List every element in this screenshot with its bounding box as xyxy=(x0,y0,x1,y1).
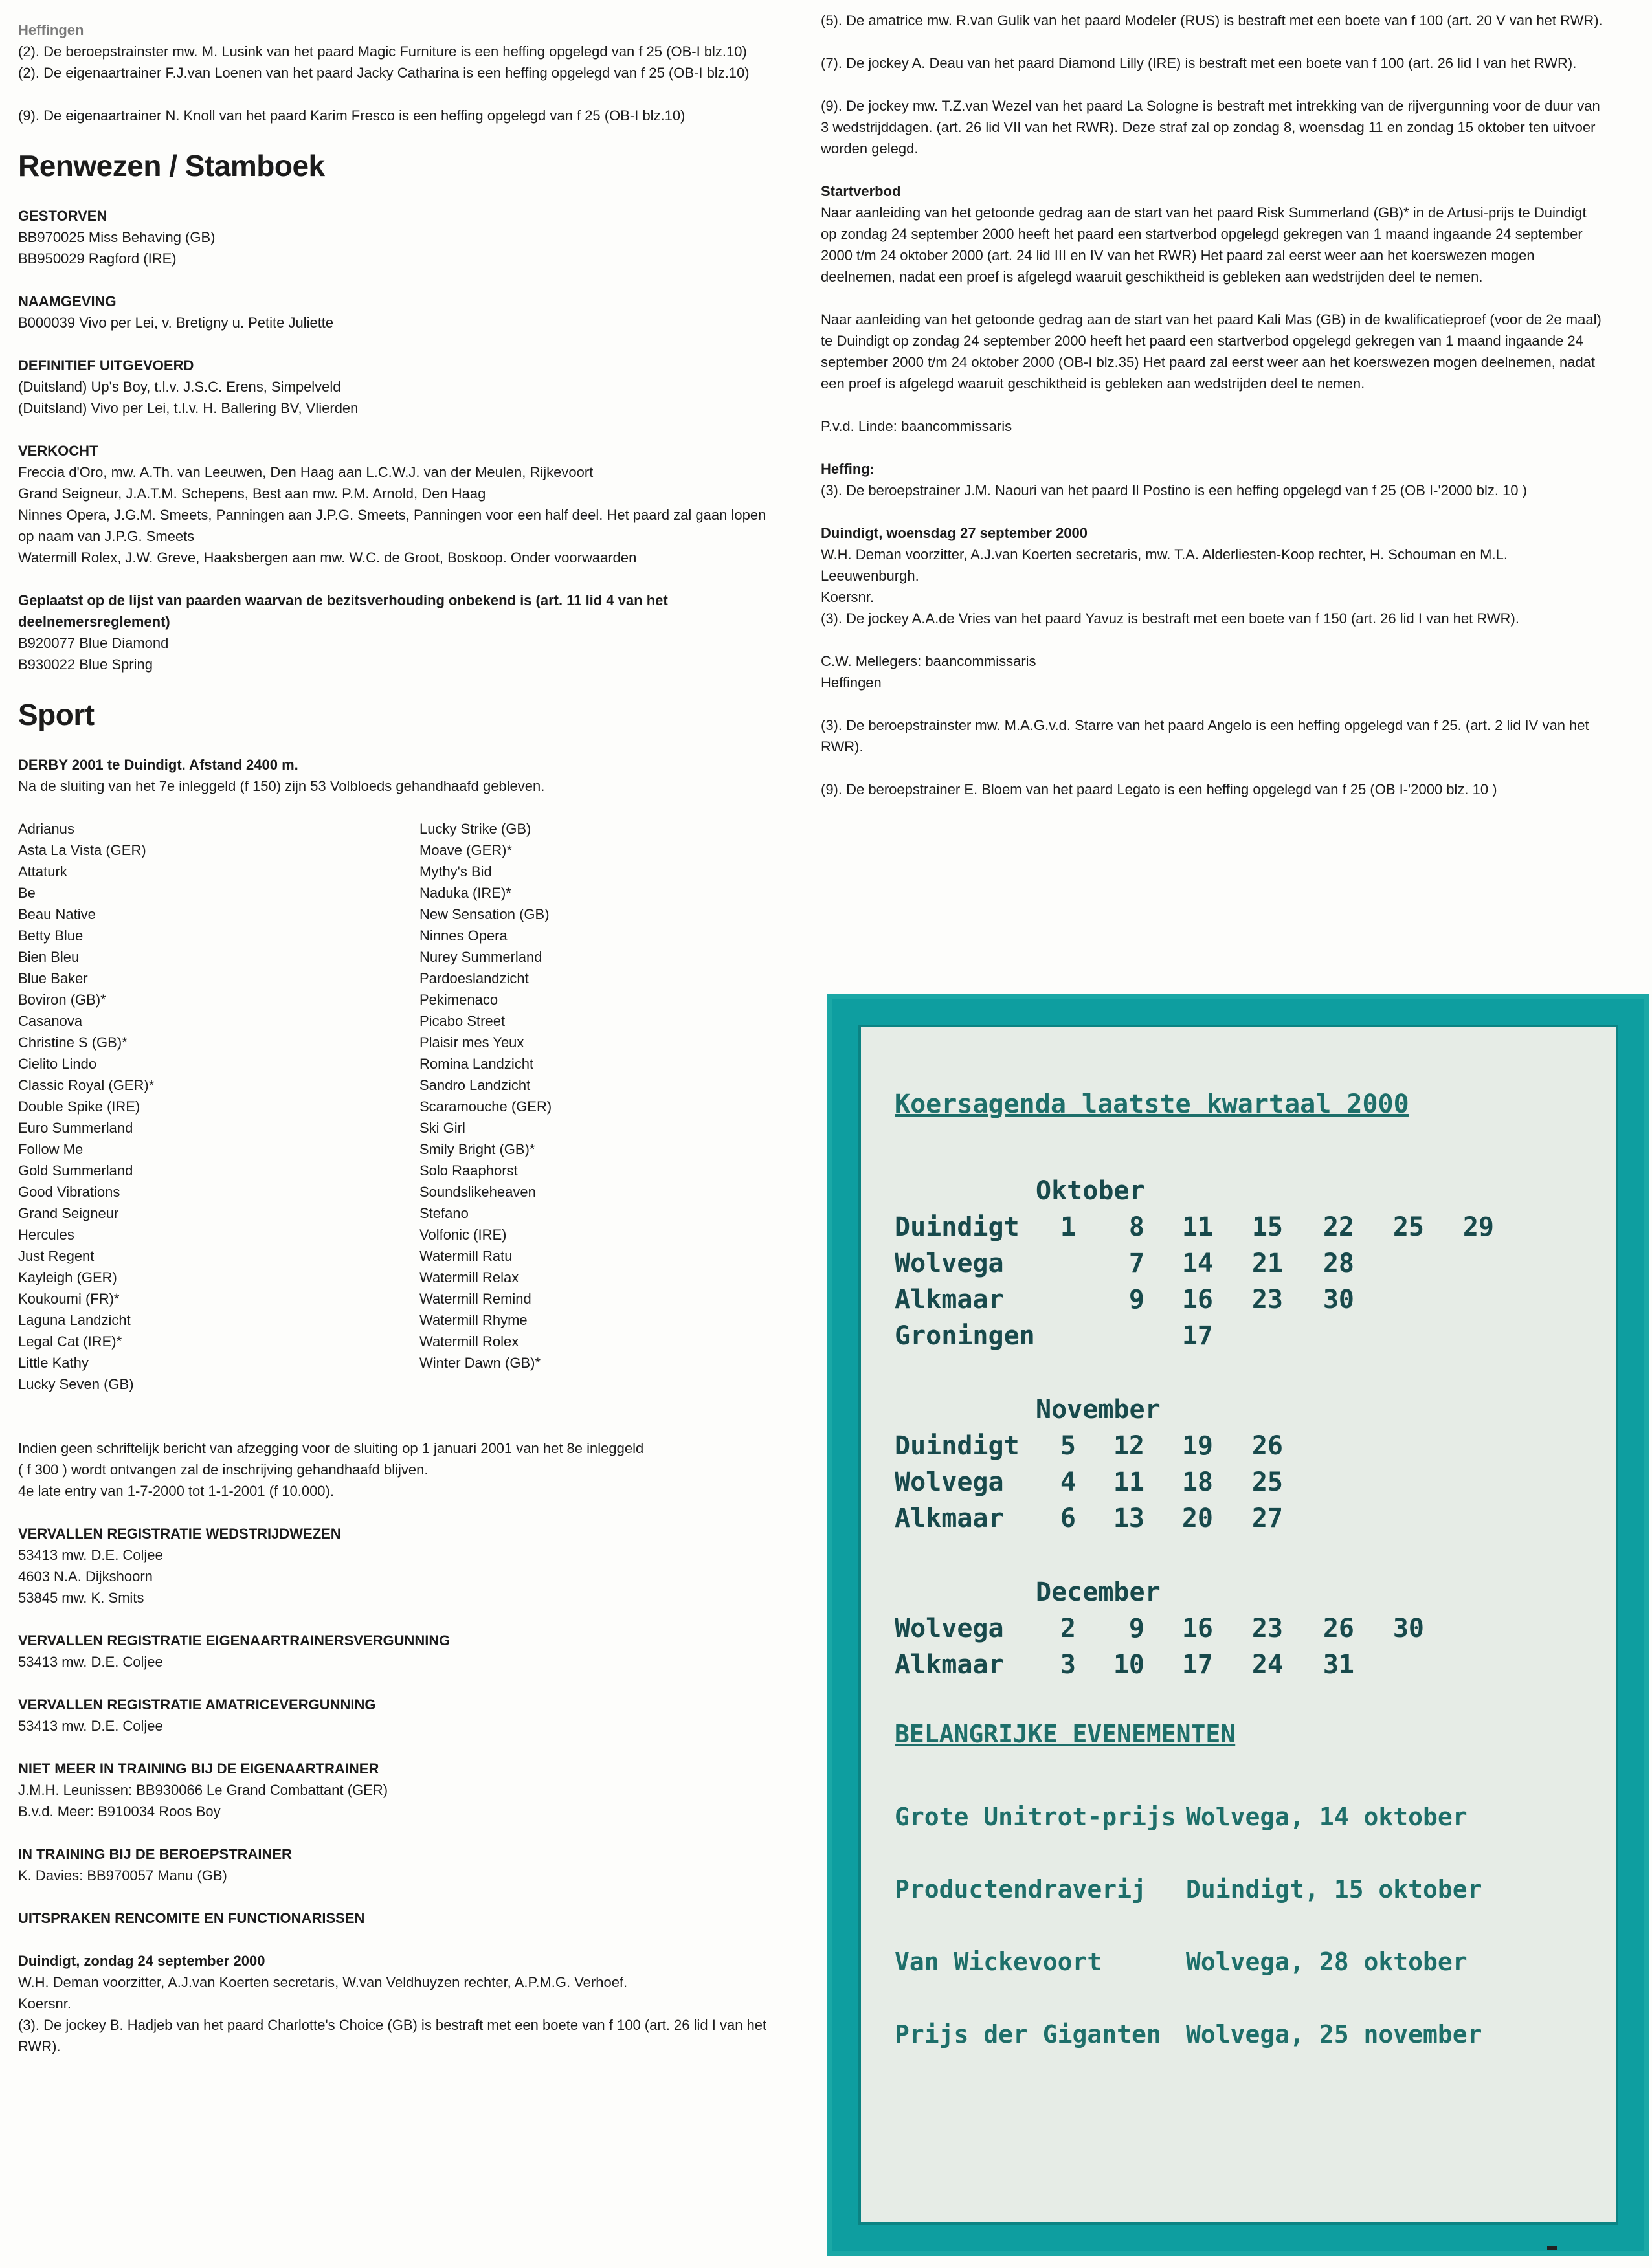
track-name: Wolvega xyxy=(895,1249,1004,1278)
race-day: 30 xyxy=(1392,1614,1424,1643)
verkocht-heading: VERKOCHT xyxy=(18,443,98,459)
event-row xyxy=(895,2020,1607,2052)
afzegging-line: 4e late entry van 1-7-2000 tot 1-1-2001 (f 10.000). xyxy=(18,1483,334,1499)
horse-name: Be xyxy=(18,885,36,901)
race-day: 23 xyxy=(1251,1614,1283,1643)
paragraph: C.W. Mellegers: baancommissaris xyxy=(821,653,1036,669)
afzegging-block xyxy=(18,1438,782,1502)
track-name: Duindigt xyxy=(895,1431,1020,1461)
race-day: 20 xyxy=(1181,1504,1213,1533)
race-day: 27 xyxy=(1251,1504,1283,1533)
list-item: 53413 mw. D.E. Coljee xyxy=(18,1547,163,1563)
startverbod-heading: Startverbod xyxy=(821,183,901,199)
niet-meer-block xyxy=(18,1758,782,1822)
list-item: Grand Seigneur, J.A.T.M. Schepens, Best aan mw. P.M. Arnold, Den Haag xyxy=(18,485,486,502)
race-day: 8 xyxy=(1128,1212,1144,1242)
niet-meer-heading: NIET MEER IN TRAINING BIJ DE EIGENAARTRAINER xyxy=(18,1761,379,1777)
agenda-row xyxy=(895,1467,1607,1504)
uitspraken-block xyxy=(18,1907,782,1929)
event-row xyxy=(895,1948,1607,1980)
race-day: 19 xyxy=(1181,1431,1213,1461)
agenda-row xyxy=(895,1504,1607,1540)
race-day: 5 xyxy=(1060,1431,1076,1461)
verkocht-block xyxy=(18,440,782,568)
horse-name: Classic Royal (GER)* xyxy=(18,1077,155,1093)
horse-list-col2 xyxy=(419,818,743,1395)
horse-name: Christine S (GB)* xyxy=(18,1034,128,1051)
race-day: 22 xyxy=(1323,1212,1354,1242)
track-name: Alkmaar xyxy=(895,1650,1004,1680)
month-heading: Oktober xyxy=(1036,1176,1145,1206)
horse-name: Betty Blue xyxy=(18,928,84,944)
events-title: BELANGRIJKE EVENEMENTEN xyxy=(895,1720,1236,1748)
agenda-row xyxy=(895,1614,1607,1650)
horse-name: Adrianus xyxy=(18,821,74,837)
derby-heading: DERBY 2001 te Duindigt. Afstand 2400 m. xyxy=(18,757,298,773)
horse-name: Asta La Vista (GER) xyxy=(18,842,146,858)
list-item: Koersnr. xyxy=(18,1996,71,2012)
naamgeving-heading: NAAMGEVING xyxy=(18,293,117,309)
agenda-row xyxy=(895,1431,1607,1467)
race-day: 25 xyxy=(1392,1212,1424,1242)
horse-name-columns xyxy=(18,818,782,1395)
right-column xyxy=(821,10,1604,800)
horse-name: Cielito Lindo xyxy=(18,1056,97,1072)
list-item: Freccia d'Oro, mw. A.Th. van Leeuwen, Den Haag aan L.C.W.J. van der Meulen, Rijkevoort xyxy=(18,464,594,480)
horse-name: Beau Native xyxy=(18,906,96,922)
horse-name: Scaramouche (GER) xyxy=(419,1098,552,1115)
agenda-content xyxy=(861,1027,1616,2222)
section-title-sport: Sport xyxy=(18,698,95,731)
agenda-row xyxy=(895,1212,1607,1249)
horse-name: Sandro Landzicht xyxy=(419,1077,531,1093)
definitief-block xyxy=(18,355,782,419)
event-name: Productendraverij xyxy=(895,1875,1146,1904)
horse-name: Good Vibrations xyxy=(18,1184,120,1200)
list-item: B000039 Vivo per Lei, v. Bretigny u. Petite Juliette xyxy=(18,315,334,331)
paragraph: Heffingen xyxy=(821,674,882,691)
list-item: (Duitsland) Up's Boy, t.l.v. J.S.C. Erens, Simpelveld xyxy=(18,379,341,395)
race-day: 9 xyxy=(1128,1285,1144,1315)
afzegging-line: Indien geen schriftelijk bericht van afzegging voor de sluiting op 1 januari 2001 van het 8e inleggeld xyxy=(18,1440,644,1456)
agenda-row xyxy=(895,1650,1607,1686)
race-day: 4 xyxy=(1060,1467,1076,1497)
horse-name: Ski Girl xyxy=(419,1120,465,1136)
race-day: 31 xyxy=(1323,1650,1354,1680)
horse-name: Little Kathy xyxy=(18,1355,89,1371)
paragraph: (7). De jockey A. Deau van het paard Diamond Lilly (IRE) is bestraft met een boete van f 100 (art. 26 lid I van het RWR). xyxy=(821,55,1577,71)
agenda-row xyxy=(895,1285,1607,1321)
race-day: 15 xyxy=(1251,1212,1283,1242)
uitspraken-heading: UITSPRAKEN RENCOMITE EN FUNCTIONARISSEN xyxy=(18,1910,365,1926)
paragraph: (9). De jockey mw. T.Z.van Wezel van het paard La Sologne is bestraft met intrekking van de rijvergunning voor de duur van 3 wedstrijddagen. (art. 26 lid VII van het RWR). Deze straf zal op zondag 8, woensdag 11 en zondag 15 oktober ten uitvoer worden gelegd. xyxy=(821,98,1600,157)
race-day: 25 xyxy=(1251,1467,1283,1497)
race-day: 29 xyxy=(1462,1212,1494,1242)
race-day: 2 xyxy=(1060,1614,1076,1643)
agenda-panel xyxy=(858,1025,1618,2225)
naamgeving-block xyxy=(18,291,782,333)
heffing-heading: Heffing: xyxy=(821,461,875,477)
vervallen-amatrice-heading: VERVALLEN REGISTRATIE AMATRICEVERGUNNING xyxy=(18,1696,376,1713)
race-day: 16 xyxy=(1181,1614,1213,1643)
race-day: 1 xyxy=(1060,1212,1076,1242)
duindigt-24-heading: Duindigt, zondag 24 september 2000 xyxy=(18,1953,265,1969)
list-item: BB950029 Ragford (IRE) xyxy=(18,250,177,267)
horse-name: Grand Seigneur xyxy=(18,1205,119,1221)
track-name: Wolvega xyxy=(895,1614,1004,1643)
list-item: (Duitsland) Vivo per Lei, t.l.v. H. Ballering BV, Vlierden xyxy=(18,400,359,416)
geplaatst-block xyxy=(18,590,782,675)
horse-name: Attaturk xyxy=(18,863,67,880)
heffing-line: (9). De eigenaartrainer N. Knoll van het paard Karim Fresco is een heffing opgelegd van f 25 (OB-I blz.10) xyxy=(18,107,686,124)
race-day: 6 xyxy=(1060,1504,1076,1533)
race-day: 18 xyxy=(1181,1467,1213,1497)
vervallen-eigenaar-block xyxy=(18,1630,782,1673)
in-training-block xyxy=(18,1843,782,1886)
horse-name: Watermill Relax xyxy=(419,1269,519,1285)
race-day: 21 xyxy=(1251,1249,1283,1278)
race-day: 13 xyxy=(1113,1504,1144,1533)
race-day: 11 xyxy=(1181,1212,1213,1242)
horse-name: Hercules xyxy=(18,1227,74,1243)
list-item: B.v.d. Meer: B910034 Roos Boy xyxy=(18,1803,221,1819)
horse-name: Volfonic (IRE) xyxy=(419,1227,507,1243)
derby-block xyxy=(18,754,782,797)
horse-name: Laguna Landzicht xyxy=(18,1312,131,1328)
list-item: 4603 N.A. Dijkshoorn xyxy=(18,1568,153,1584)
horse-name: Follow Me xyxy=(18,1141,84,1157)
derby-intro: Na de sluiting van het 7e inleggeld (f 150) zijn 53 Volbloeds gehandhaafd gebleven. xyxy=(18,778,545,794)
month-heading: December xyxy=(1036,1577,1161,1607)
horse-name: Euro Summerland xyxy=(18,1120,133,1136)
horse-name: Watermill Ratu xyxy=(419,1248,513,1264)
race-day: 30 xyxy=(1323,1285,1354,1315)
event-location-date: Wolvega, 28 oktober xyxy=(1186,1948,1468,1976)
race-day: 3 xyxy=(1060,1650,1076,1680)
paragraph: P.v.d. Linde: baancommissaris xyxy=(821,418,1012,434)
horse-name: Pardoeslandzicht xyxy=(419,970,529,986)
horse-name: Soundslikeheaven xyxy=(419,1184,536,1200)
race-day: 24 xyxy=(1251,1650,1283,1680)
race-day: 9 xyxy=(1128,1614,1144,1643)
left-column xyxy=(18,19,782,2057)
horse-list-col1 xyxy=(18,818,419,1395)
vervallen-eigenaar-heading: VERVALLEN REGISTRATIE EIGENAARTRAINERSVERGUNNING xyxy=(18,1632,451,1649)
paragraph: (9). De beroepstrainer E. Bloem van het paard Legato is een heffing opgelegd van f 25 (OB I-'2000 blz. 10 ) xyxy=(821,781,1497,797)
horse-name: Solo Raaphorst xyxy=(419,1162,518,1179)
horse-name: Koukoumi (FR)* xyxy=(18,1291,120,1307)
event-row xyxy=(895,1803,1607,1835)
event-location-date: Wolvega, 14 oktober xyxy=(1186,1803,1468,1831)
gestorven-block xyxy=(18,205,782,269)
horse-name: Bien Bleu xyxy=(18,949,80,965)
list-item: 53413 mw. D.E. Coljee xyxy=(18,1654,163,1670)
section-title-renwezen: Renwezen / Stamboek xyxy=(18,149,325,183)
race-day: 28 xyxy=(1323,1249,1354,1278)
horse-name: Double Spike (IRE) xyxy=(18,1098,140,1115)
vervallen-wedstrijd-block xyxy=(18,1523,782,1608)
paragraph: (5). De amatrice mw. R.van Gulik van het paard Modeler (RUS) is bestraft met een boete van f 100 (art. 20 V van het RWR). xyxy=(821,12,1603,28)
duindigt-24-block xyxy=(18,1950,782,2057)
horse-name: Moave (GER)* xyxy=(419,842,513,858)
agenda-frame xyxy=(827,994,1649,2256)
horse-name: Watermill Rolex xyxy=(419,1333,519,1350)
race-day: 26 xyxy=(1251,1431,1283,1461)
paragraph: (3). De beroepstrainer J.M. Naouri van het paard Il Postino is een heffing opgelegd van f 25 (OB I-'2000 blz. 10 ) xyxy=(821,482,1527,498)
race-day: 11 xyxy=(1113,1467,1144,1497)
heffing-line: (2). De eigenaartrainer F.J.van Loenen van het paard Jacky Catharina is een heffing opgelegd van f 25 (OB-I blz.10) xyxy=(18,65,750,81)
vervallen-wedstrijd-heading: VERVALLEN REGISTRATIE WEDSTRIJDWEZEN xyxy=(18,1526,341,1542)
horse-name: Ninnes Opera xyxy=(419,928,508,944)
race-day: 26 xyxy=(1323,1614,1354,1643)
heffingen-top-block xyxy=(18,19,782,126)
agenda-row xyxy=(895,1249,1607,1285)
heffingen-heading: Heffingen xyxy=(18,22,84,38)
race-day: 12 xyxy=(1113,1431,1144,1461)
list-item: (3). De jockey B. Hadjeb van het paard Charlotte's Choice (GB) is bestraft met een boete van f 100 (art. 26 lid I van het RWR). xyxy=(18,2017,767,2054)
list-item: 53413 mw. D.E. Coljee xyxy=(18,1718,163,1734)
track-name: Duindigt xyxy=(895,1212,1020,1242)
list-item: W.H. Deman voorzitter, A.J.van Koerten secretaris, W.van Veldhuyzen rechter, A.P.M.G. Verhoef. xyxy=(18,1974,628,1990)
event-location-date: Duindigt, 15 oktober xyxy=(1186,1875,1482,1904)
list-item: 53845 mw. K. Smits xyxy=(18,1590,144,1606)
paragraph: Naar aanleiding van het getoonde gedrag aan de start van het paard Risk Summerland (GB)* in de Artusi-prijs te Duindigt op zondag 24 september 2000 heeft het paard een startverbod opgelegd gekregen van 1 maand ingaande 24 september 2000 t/m 24 oktober 2000 (art. 24 lid III en IV van het RWR) Het paard zal eerst weer aan het koerswezen mogen deelnemen, nadat een proef is afgelegd waaruit geschiktheid is gebleken aan wedstrijden deel te nemen. xyxy=(821,205,1587,285)
horse-name: Pekimenaco xyxy=(419,992,498,1008)
heffing-line: (2). De beroepstrainster mw. M. Lusink van het paard Magic Furniture is een heffing opgelegd van f 25 (OB-I blz.10) xyxy=(18,43,747,60)
vervallen-amatrice-block xyxy=(18,1694,782,1737)
race-day: 17 xyxy=(1181,1650,1213,1680)
horse-name: Mythy's Bid xyxy=(419,863,492,880)
in-training-heading: IN TRAINING BIJ DE BEROEPSTRAINER xyxy=(18,1846,292,1862)
horse-name: Blue Baker xyxy=(18,970,88,986)
horse-name: Watermill Remind xyxy=(419,1291,531,1307)
list-item: Ninnes Opera, J.G.M. Smeets, Panningen aan J.P.G. Smeets, Panningen voor een half deel. Het paard zal gaan lopen op naam van J.P.G. Smeets xyxy=(18,507,766,544)
race-day: 10 xyxy=(1113,1650,1144,1680)
page-mark xyxy=(1547,2246,1557,2250)
horse-name: Romina Landzicht xyxy=(419,1056,534,1072)
horse-name: Kayleigh (GER) xyxy=(18,1269,117,1285)
race-day: 17 xyxy=(1181,1321,1213,1351)
horse-name: Watermill Rhyme xyxy=(419,1312,528,1328)
horse-name: Just Regent xyxy=(18,1248,95,1264)
list-item: B920077 Blue Diamond xyxy=(18,635,169,651)
horse-name: Casanova xyxy=(18,1013,83,1029)
paragraph: Koersnr. xyxy=(821,589,874,605)
horse-name: New Sensation (GB) xyxy=(419,906,550,922)
track-name: Wolvega xyxy=(895,1467,1004,1497)
agenda-row xyxy=(895,1321,1607,1357)
horse-name: Stefano xyxy=(419,1205,469,1221)
track-name: Groningen xyxy=(895,1321,1035,1351)
month-heading: November xyxy=(1036,1395,1161,1425)
list-item: Watermill Rolex, J.W. Greve, Haaksbergen aan mw. W.C. de Groot, Boskoop. Onder voorwaarden xyxy=(18,550,637,566)
event-name: Grote Unitrot-prijs xyxy=(895,1803,1176,1831)
paragraph: Naar aanleiding van het getoonde gedrag aan de start van het paard Kali Mas (GB) in de kwalificatieproef (voor de 2e maal) te Duindigt op zondag 24 september 2000 heeft het paard een startverbod opgelegd gekregen van 1 maand ingaande 24 september 2000 t/m 24 oktober 2000 (OB-I blz.35) Het paard zal eerst weer aan het koerswezen mogen deelnemen, nadat een proef is afgelegd waaruit geschiktheid is gebleken aan wedstrijden deel te nemen. xyxy=(821,311,1602,392)
list-item: K. Davies: BB970057 Manu (GB) xyxy=(18,1867,227,1884)
event-location-date: Wolvega, 25 november xyxy=(1186,2020,1482,2049)
horse-name: Winter Dawn (GB)* xyxy=(419,1355,541,1371)
geplaatst-heading: Geplaatst op de lijst van paarden waarvan de bezitsverhouding onbekend is (art. 11 lid 4 van het deelnemersreglement) xyxy=(18,592,668,630)
event-name: Van Wickevoort xyxy=(895,1948,1102,1976)
race-day: 16 xyxy=(1181,1285,1213,1315)
horse-name: Gold Summerland xyxy=(18,1162,133,1179)
paragraph: W.H. Deman voorzitter, A.J.van Koerten secretaris, mw. T.A. Alderliesten-Koop rechter, H. Schouman en M.L. Leeuwenburgh. xyxy=(821,546,1508,584)
duindigt-27-heading: Duindigt, woensdag 27 september 2000 xyxy=(821,525,1088,541)
race-day: 7 xyxy=(1128,1249,1144,1278)
horse-name: Lucky Strike (GB) xyxy=(419,821,531,837)
paragraph: (3). De jockey A.A.de Vries van het paard Yavuz is bestraft met een boete van f 150 (art. 26 lid I van het RWR). xyxy=(821,610,1519,627)
horse-name: Lucky Seven (GB) xyxy=(18,1376,134,1392)
definitief-heading: DEFINITIEF UITGEVOERD xyxy=(18,357,194,373)
race-day: 14 xyxy=(1181,1249,1213,1278)
horse-name: Boviron (GB)* xyxy=(18,992,106,1008)
agenda-title: Koersagenda laatste kwartaal 2000 xyxy=(895,1089,1409,1119)
gestorven-heading: GESTORVEN xyxy=(18,208,107,224)
list-item: BB970025 Miss Behaving (GB) xyxy=(18,229,216,245)
track-name: Alkmaar xyxy=(895,1504,1004,1533)
paragraph: (3). De beroepstrainster mw. M.A.G.v.d. Starre van het paard Angelo is een heffing opgelegd van f 25. (art. 2 lid IV van het RWR). xyxy=(821,717,1589,755)
list-item: J.M.H. Leunissen: BB930066 Le Grand Combattant (GER) xyxy=(18,1782,388,1798)
track-name: Alkmaar xyxy=(895,1285,1004,1315)
horse-name: Plaisir mes Yeux xyxy=(419,1034,524,1051)
horse-name: Picabo Street xyxy=(419,1013,506,1029)
afzegging-line: ( f 300 ) wordt ontvangen zal de inschrijving gehandhaafd blijven. xyxy=(18,1462,429,1478)
event-row xyxy=(895,1875,1607,1907)
event-name: Prijs der Giganten xyxy=(895,2020,1161,2049)
horse-name: Legal Cat (IRE)* xyxy=(18,1333,122,1350)
horse-name: Smily Bright (GB)* xyxy=(419,1141,535,1157)
list-item: B930022 Blue Spring xyxy=(18,656,153,673)
horse-name: Nurey Summerland xyxy=(419,949,542,965)
race-day: 23 xyxy=(1251,1285,1283,1315)
horse-name: Naduka (IRE)* xyxy=(419,885,511,901)
